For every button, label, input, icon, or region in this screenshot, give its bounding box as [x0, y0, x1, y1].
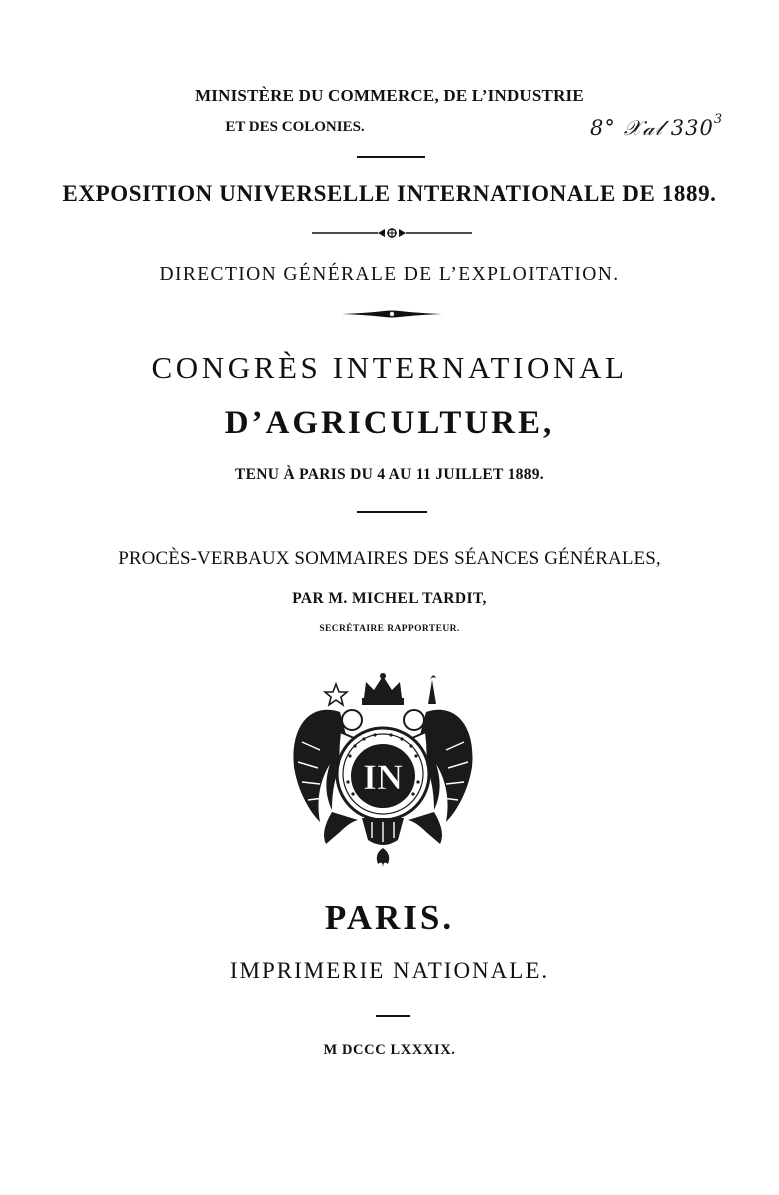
- imprint-city: PARIS.: [324, 898, 455, 937]
- congress-dates: TENU À PARIS DU 4 AU 11 JUILLET 1889.: [235, 466, 544, 483]
- direction-title: DIRECTION GÉNÉRALE DE L’EXPLOITATION.: [159, 264, 620, 285]
- shelfmark-text: 8° 𝒳𝒶𝓁 330: [590, 116, 714, 140]
- ornament-divider-icon: [312, 226, 472, 240]
- imprimerie-nationale-seal-icon: [280, 672, 486, 872]
- seal-monogram: IN: [362, 757, 404, 797]
- congress-title-line-1: CONGRÈS INTERNATIONAL: [151, 350, 628, 385]
- congress-title-line-2: D’AGRICULTURE,: [224, 405, 555, 441]
- handwritten-shelfmark: [590, 112, 723, 141]
- ministry-line-2: ET DES COLONIES.: [225, 119, 365, 135]
- imprint-printer: IMPRIMERIE NATIONALE.: [229, 958, 550, 983]
- rule-2: [357, 511, 427, 513]
- shelfmark-sup: 3: [713, 112, 724, 127]
- rule-1: [357, 156, 425, 158]
- ministry-line-1: MINISTÈRE DU COMMERCE, DE L’INDUSTRIE: [195, 86, 584, 105]
- proceedings-title: PROCÈS-VERBAUX SOMMAIRES DES SÉANCES GÉNÉRALES,: [118, 548, 661, 569]
- exposition-title: EXPOSITION UNIVERSELLE INTERNATIONALE DE 1889.: [62, 181, 717, 206]
- rule-3: [376, 1015, 410, 1017]
- author-line: PAR M. MICHEL TARDIT,: [292, 590, 487, 607]
- imprint-year: M DCCC LXXXIX.: [323, 1042, 456, 1058]
- ornament-swell-rule-icon: [342, 309, 442, 319]
- author-role: SECRÉTAIRE RAPPORTEUR.: [319, 624, 460, 634]
